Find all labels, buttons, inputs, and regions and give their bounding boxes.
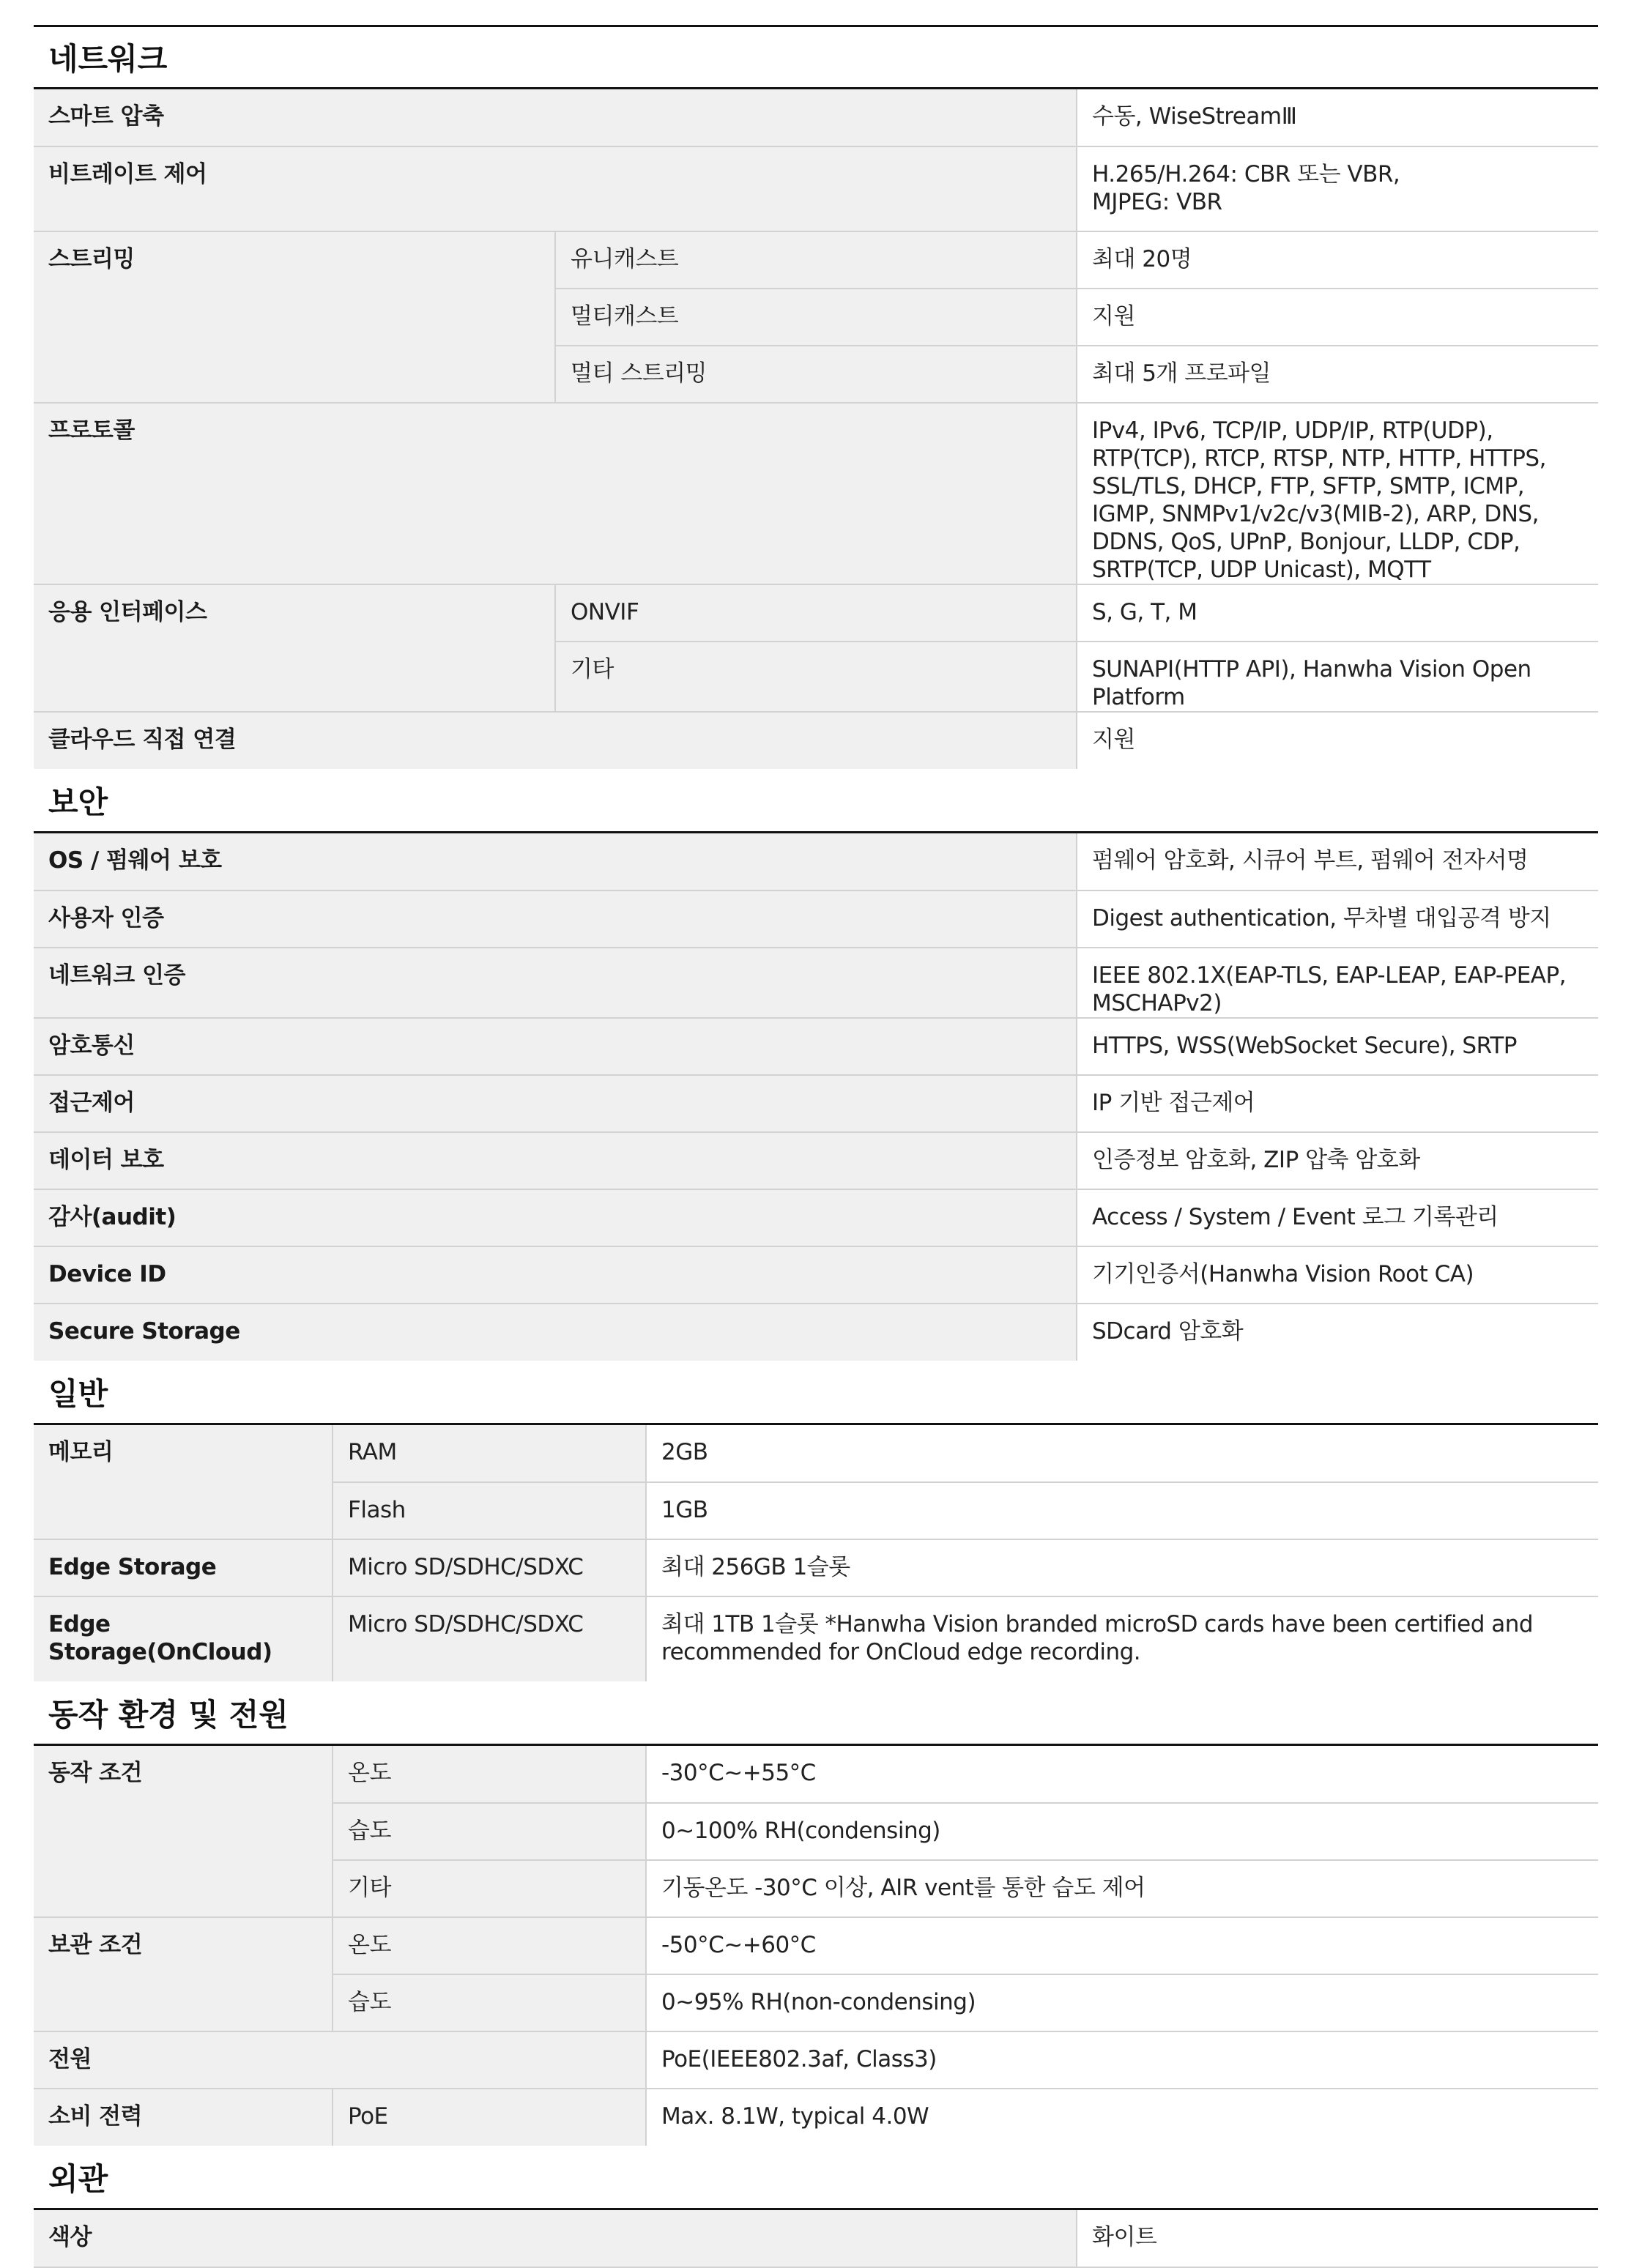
row-label: 색상 <box>34 2210 1077 2267</box>
row-sublabel: RAM <box>333 1425 646 1482</box>
row-label: 메모리 <box>34 1425 333 1539</box>
row-sublabel: 기타 <box>333 1860 646 1917</box>
table-row <box>34 2089 1598 2146</box>
row-value: HTTPS, WSS(WebSocket Secure), SRTP <box>1077 1018 1598 1075</box>
row-value: -30°C~+55°C <box>646 1746 1598 1803</box>
row-sublabel: 습도 <box>333 1803 646 1860</box>
row-sublabel: Micro SD/SDHC/SDXC <box>333 1596 646 1681</box>
table-row <box>34 2031 1598 2089</box>
section-title: 보안 <box>34 769 1598 833</box>
row-value: PoE(IEEE802.3af, Class3) <box>646 2031 1598 2089</box>
row-value: 지원 <box>1077 712 1598 769</box>
table-row <box>34 1132 1598 1189</box>
row-value: S, G, T, M <box>1077 584 1598 642</box>
table-row <box>34 948 1598 1018</box>
table-row <box>34 891 1598 948</box>
row-value: SUNAPI(HTTP API), Hanwha Vision Open Platform <box>1077 642 1598 712</box>
table-row <box>34 2210 1598 2267</box>
row-value: 최대 5개 프로파일 <box>1077 346 1598 403</box>
section-appearance <box>34 2146 1598 2268</box>
spec-table <box>34 833 1598 1361</box>
row-value: 최대 1TB 1슬롯 *Hanwha Vision branded microSD cards have been certified and recommended for OnCloud edge recording. <box>646 1596 1598 1681</box>
row-label: 접근제어 <box>34 1075 1077 1132</box>
row-sublabel: 기타 <box>555 642 1077 712</box>
row-label: 스트리밍 <box>34 231 555 403</box>
row-sublabel: 멀티캐스트 <box>555 289 1077 346</box>
row-sublabel: 온도 <box>333 1746 646 1803</box>
table-row <box>34 833 1598 891</box>
row-label: 암호통신 <box>34 1018 1077 1075</box>
table-row <box>34 403 1598 584</box>
table-row <box>34 1746 1598 1803</box>
row-value: 지원 <box>1077 289 1598 346</box>
section-title: 외관 <box>34 2146 1598 2210</box>
row-sublabel: Micro SD/SDHC/SDXC <box>333 1539 646 1596</box>
row-value: 0~100% RH(condensing) <box>646 1803 1598 1860</box>
table-row <box>34 584 1598 642</box>
spec-table <box>34 2210 1598 2268</box>
row-value: 2GB <box>646 1425 1598 1482</box>
row-label: 보관 조건 <box>34 1917 333 2031</box>
spec-document <box>34 25 1598 2268</box>
row-sublabel: PoE <box>333 2089 646 2146</box>
row-label: 프로토콜 <box>34 403 1077 584</box>
row-label: 동작 조건 <box>34 1746 333 1917</box>
spec-table <box>34 1746 1598 2146</box>
table-row <box>34 1596 1598 1681</box>
row-label: 감사(audit) <box>34 1189 1077 1246</box>
section-network <box>34 25 1598 769</box>
row-value: Digest authentication, 무차별 대입공격 방지 <box>1077 891 1598 948</box>
row-value: Max. 8.1W, typical 4.0W <box>646 2089 1598 2146</box>
table-row <box>34 1425 1598 1482</box>
row-sublabel: 멀티 스트리밍 <box>555 346 1077 403</box>
row-label: 비트레이트 제어 <box>34 146 1077 231</box>
row-value: SDcard 암호화 <box>1077 1304 1598 1361</box>
spec-table <box>34 89 1598 769</box>
row-value: 수동, WiseStreamⅢ <box>1077 89 1598 146</box>
row-label: 스마트 압축 <box>34 89 1077 146</box>
table-row <box>34 146 1598 231</box>
section-title: 일반 <box>34 1361 1598 1425</box>
row-value: 기기인증서(Hanwha Vision Root CA) <box>1077 1246 1598 1304</box>
row-value: 화이트 <box>1077 2210 1598 2267</box>
row-value: 1GB <box>646 1482 1598 1539</box>
row-value: -50°C~+60°C <box>646 1917 1598 1974</box>
row-sublabel: 유니캐스트 <box>555 231 1077 289</box>
row-label: OS / 펌웨어 보호 <box>34 833 1077 891</box>
row-sublabel: 온도 <box>333 1917 646 1974</box>
section-title: 네트워크 <box>34 25 1598 89</box>
row-label: Secure Storage <box>34 1304 1077 1361</box>
table-row <box>34 1917 1598 1974</box>
row-label: Device ID <box>34 1246 1077 1304</box>
row-sublabel: 습도 <box>333 1974 646 2031</box>
table-row <box>34 89 1598 146</box>
spec-table <box>34 1425 1598 1681</box>
row-sublabel: Flash <box>333 1482 646 1539</box>
table-row <box>34 231 1598 289</box>
section-environment-power <box>34 1681 1598 2146</box>
row-value: 기동온도 -30°C 이상, AIR vent를 통한 습도 제어 <box>646 1860 1598 1917</box>
row-label: 네트워크 인증 <box>34 948 1077 1018</box>
row-label: 사용자 인증 <box>34 891 1077 948</box>
table-row <box>34 1018 1598 1075</box>
table-row <box>34 1075 1598 1132</box>
section-title: 동작 환경 및 전원 <box>34 1681 1598 1746</box>
row-value: Access / System / Event 로그 기록관리 <box>1077 1189 1598 1246</box>
row-value: 최대 20명 <box>1077 231 1598 289</box>
row-label: Edge Storage <box>34 1539 333 1596</box>
row-value: 펌웨어 암호화, 시큐어 부트, 펌웨어 전자서명 <box>1077 833 1598 891</box>
row-label: 클라우드 직접 연결 <box>34 712 1077 769</box>
table-row <box>34 1246 1598 1304</box>
row-label: 응용 인터페이스 <box>34 584 555 712</box>
row-value: 0~95% RH(non-condensing) <box>646 1974 1598 2031</box>
row-sublabel: ONVIF <box>555 584 1077 642</box>
row-value: IPv4, IPv6, TCP/IP, UDP/IP, RTP(UDP), RTP(TCP), RTCP, RTSP, NTP, HTTP, HTTPS, SSL/TLS, DHCP, FTP, SFTP, SMTP, ICMP, IGMP, SNMPv1/v2c/v3(MIB-2), ARP, DNS, DDNS, QoS, UPnP, Bonjour, LLDP, CDP, SRTP(TCP, UDP Unicast), MQTT <box>1077 403 1598 584</box>
row-value: 최대 256GB 1슬롯 <box>646 1539 1598 1596</box>
section-general <box>34 1361 1598 1681</box>
row-value: IP 기반 접근제어 <box>1077 1075 1598 1132</box>
table-row <box>34 1539 1598 1596</box>
row-label: 데이터 보호 <box>34 1132 1077 1189</box>
row-label: 전원 <box>34 2031 646 2089</box>
table-row <box>34 1304 1598 1361</box>
section-security <box>34 769 1598 1361</box>
table-row <box>34 712 1598 769</box>
row-value: IEEE 802.1X(EAP-TLS, EAP-LEAP, EAP-PEAP, MSCHAPv2) <box>1077 948 1598 1018</box>
row-value: 인증정보 암호화, ZIP 압축 암호화 <box>1077 1132 1598 1189</box>
row-value: H.265/H.264: CBR 또는 VBR, MJPEG: VBR <box>1077 146 1598 231</box>
row-label: Edge Storage(OnCloud) <box>34 1596 333 1681</box>
table-row <box>34 1189 1598 1246</box>
row-label: 소비 전력 <box>34 2089 333 2146</box>
